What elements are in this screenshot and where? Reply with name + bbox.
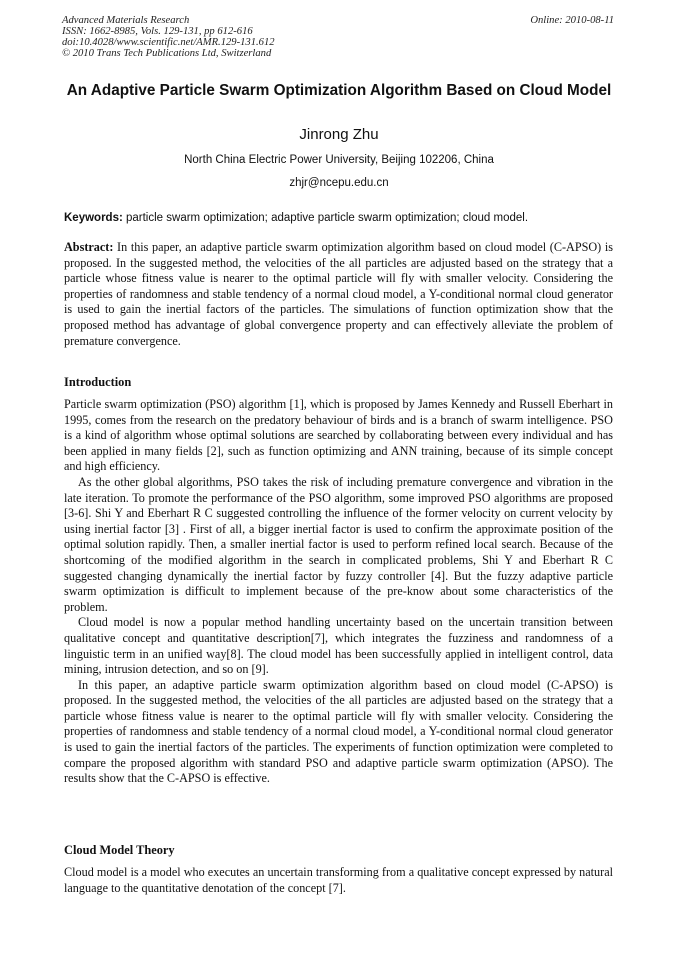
journal-header — [62, 15, 275, 59]
cloud-model-theory-body — [64, 865, 613, 896]
paper-title: An Adaptive Particle Swarm Optimization Algorithm Based on Cloud Model — [66, 82, 612, 99]
journal-name: Advanced Materials Research — [62, 15, 190, 26]
issn-line: ISSN: 1662-8985, Vols. 129-131, pp 612-616 — [62, 26, 253, 37]
paragraph: Particle swarm optimization (PSO) algorithm [1], which is proposed by James Kennedy and Russell Eberhart in 1995, comes from the research on the predatory behaviour of birds and is a branch of swarm intelligence. PSO is a kind of algorithm whose optimal solutions are searched by collaborating between every individual and has been applied in many fields [2], such as function optimizing and ANN training, because of its simple concept and high efficiency. — [64, 397, 613, 474]
section-heading-introduction: Introduction — [64, 375, 132, 389]
abstract-label: Abstract: — [64, 240, 114, 254]
copyright-line: © 2010 Trans Tech Publications Ltd, Switzerland — [62, 48, 272, 59]
section-heading-cloud-model-theory: Cloud Model Theory — [64, 843, 175, 857]
abstract — [64, 240, 613, 349]
author-email: zhjr@ncepu.edu.cn — [289, 177, 389, 189]
online-date: Online: 2010-08-11 — [530, 15, 614, 26]
paragraph: Cloud model is a model who executes an uncertain transforming from a qualitative concept expressed by natural language to the quantitative denotation of the concept [7]. — [64, 865, 613, 895]
keywords-text: particle swarm optimization; adaptive particle swarm optimization; cloud model. — [122, 212, 529, 224]
keywords-label: Keywords: — [64, 212, 123, 224]
introduction-body — [64, 397, 613, 787]
paragraph: Cloud model is now a popular method handling uncertainty based on the uncertain transition between qualitative concept and quantitative description[7], which integrates the fuzziness and randomness of a linguistic term in an unified way[8]. The cloud model has been successfully applied in intelligent control, data mining, intrusion detection, and so on [9]. — [64, 615, 613, 677]
paragraph: As the other global algorithms, PSO takes the risk of including premature convergence and vibration in the late iteration. To promote the performance of the PSO algorithm, some improved PSO algorithms are proposed [3-6]. Shi Y and Eberhart R C suggested controlling the influence of the former velocity on current velocity by using inertial factor [3] . First of all, a bigger inertial factor is used to confirm the approximate position of the optimal solution rapidly. Then, a smaller inertial factor is used to perform refined local search. Because of the shortcoming of the modified algorithm in the search in complicated problems, Shi Y and Eberhart R C suggested changing dynamically the inertial factor by fuzzy controller [4]. But the fuzzy adaptive particle swarm optimization is difficult to implement because of the pre-know about some characteristics of the problem. — [64, 474, 613, 614]
author-affiliation: North China Electric Power University, Beijing 102206, China — [184, 154, 494, 166]
paragraph: In this paper, an adaptive particle swarm optimization algorithm based on cloud model (C-APSO) is proposed. In the suggested method, the velocities of the all particles are adjusted based on the strategy that a particle whose fitness value is nearer to the optimal particle will fly with smaller velocity. Considering the properties of randomness and stable tendency of a normal cloud model, a Y-conditional normal cloud generator is used to gain the inertial factors of the particles. The experiments of function optimization were completed to compare the proposed algorithm with standard PSO and adaptive particle swarm optimization (APSO). The results show that the C-APSO is effective. — [64, 677, 613, 786]
keywords — [64, 211, 616, 225]
doi-line: doi:10.4028/www.scientific.net/AMR.129-131.612 — [62, 37, 275, 48]
author-name: Jinrong Zhu — [299, 126, 379, 143]
abstract-text: In this paper, an adaptive particle swarm optimization algorithm based on cloud model (C-APSO) is proposed. In the suggested method, the velocities of the all particles are adjusted based on the strategy that a particle whose fitness value is nearer to the optimal particle will fly with smaller velocity. Considering the properties of randomness and stable tendency of a normal cloud model, a Y-conditional normal cloud generator is used to gain the inertial factors of the particles. The simulations of function optimization show that the proposed method has advantage of global convergence property and can effectively alleviate the problem of premature convergence. — [64, 240, 613, 348]
